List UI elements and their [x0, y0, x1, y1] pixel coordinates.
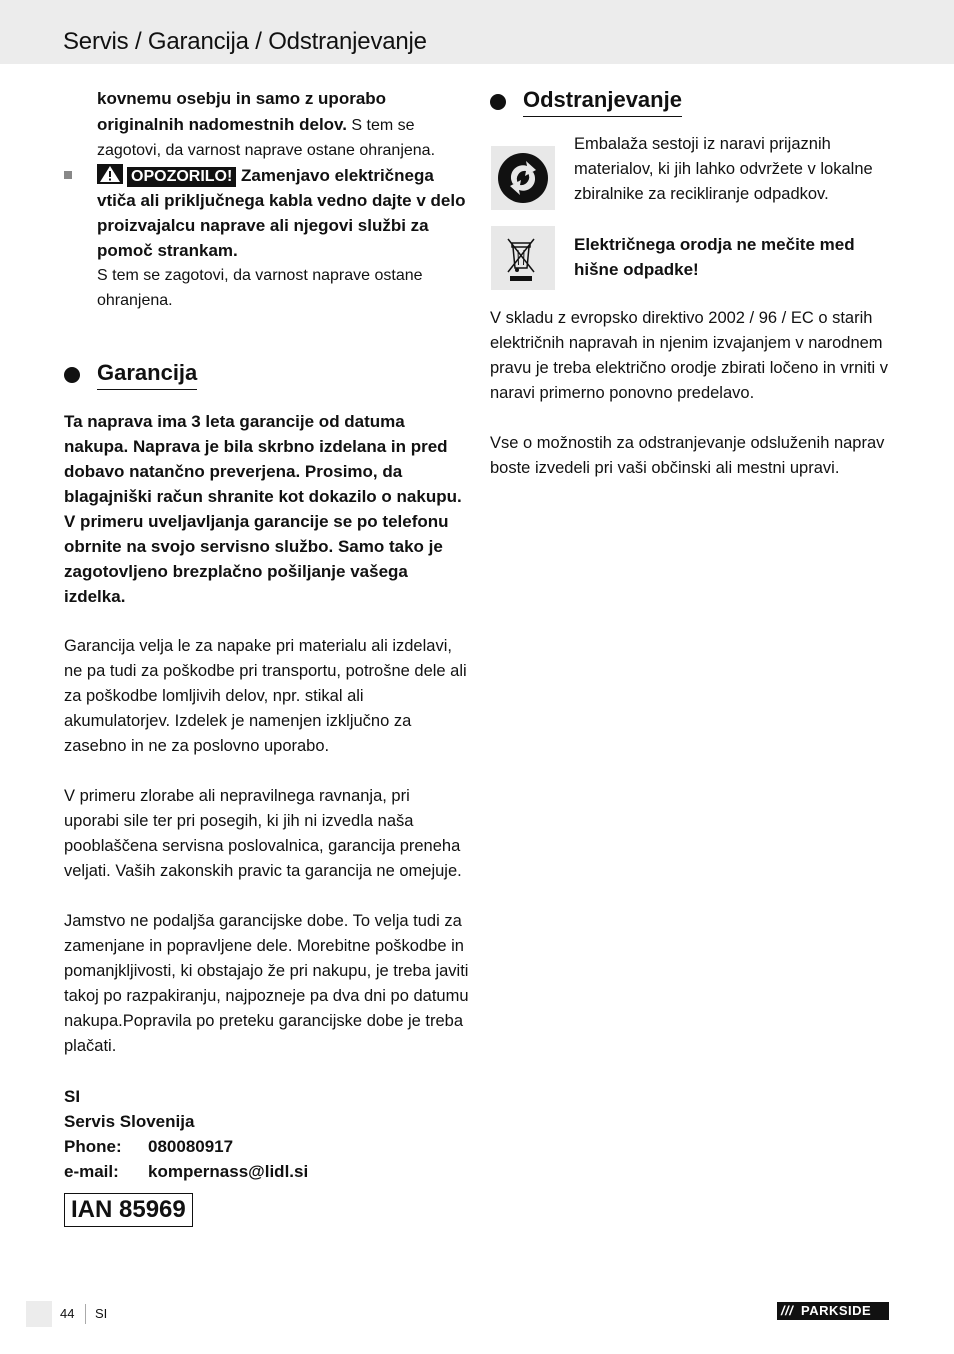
phone-value: 080080917	[148, 1137, 234, 1156]
parkside-logo	[777, 1302, 889, 1320]
garancija-bold-paragraph: Ta naprava ima 3 leta garancije od datuma nakupa. Naprava je bila skrbno izdelana in pred dobavo natančno preverjena. Prosimo, da blagajniški račun shranite kot dokazilo o nakupu. V primeru uveljavljanja garancije se po telefonu obrnite na svojo servisno službo. Samo tako je zagotovljeno brezplačno pošiljanje vašega izdelka.	[64, 412, 462, 606]
crossed-bin-icon	[491, 226, 555, 290]
email-label: e-mail:	[64, 1162, 119, 1181]
weee-text: Električnega orodja ne mečite med hišne odpadke!	[574, 235, 855, 279]
left-column	[64, 86, 469, 1227]
warning-bold: Zamenjavo električnega vtiča ali priključnega kabla vedno dajte v delo proizvajalcu naprave ali njegovi službi za pomoč strankam.	[97, 166, 466, 260]
warning-item	[64, 163, 469, 313]
contact-service: Servis Slovenija	[64, 1112, 195, 1131]
garancija-paragraph-1: Garancija velja le za napake pri materialu ali izdelavi, ne pa tudi za poškodbe pri transportu, potrošne dele ali za poškodbe lomljivih delov, npr. stikal ali akumulatorjev. Izdelek je namenjen izključno za zasebno in ne za poslovno uporabo.	[64, 637, 467, 755]
ian-number: IAN 85969	[64, 1193, 193, 1227]
odstranjevanje-heading	[490, 86, 890, 120]
intro-normal: S tem se zagotovi, da varnost naprave ostane ohranjena.	[97, 117, 436, 159]
page-marker	[26, 1301, 52, 1327]
garancija-title: Garancija	[97, 359, 197, 390]
page-title: Servis / Garancija / Odstranjevanje	[63, 28, 427, 55]
garancija-heading	[64, 359, 469, 393]
garancija-paragraph-3: Jamstvo ne podaljša garancijske dobe. To velja tudi za zamenjane in popravljene dele. Morebitne poškodbe in pomanjkljivosti, ki obstajajo že pri nakupu, je treba javiti takoj po razpakiranju, najpozneje pa dva dni po datumu nakupa.Popravila po preteku garancijske dobe je treba plačati.	[64, 912, 469, 1055]
contact-country: SI	[64, 1087, 81, 1106]
language-code: SI	[95, 1306, 108, 1321]
disposal-info-paragraph: Vse o možnostih za odstranjevanje odsluženih naprav boste izvedeli pri vaši občinski ali mestni upravi.	[490, 434, 885, 477]
warning-label: OPOZORILO!	[127, 167, 236, 187]
intro-bold: kovnemu osebju in samo z uporabo originalnih nadomestnih delov.	[97, 89, 387, 134]
recycle-item	[490, 135, 890, 220]
section-bullet-icon	[64, 367, 80, 383]
green-dot-recycle-icon	[491, 146, 555, 210]
warning-note: S tem se zagotovi, da varnost naprave ostane ohranjena.	[97, 267, 423, 309]
intro-paragraph	[64, 86, 469, 163]
warning-paragraph	[64, 163, 469, 263]
email-value: kompernass@lidl.si	[148, 1162, 309, 1181]
contact-block	[64, 1084, 308, 1184]
brand-stripes: ///	[781, 1303, 794, 1318]
recycle-text: Embalaža sestoji iz naravi prijaznih materialov, ki jih lahko odvržete v lokalne zbiralnike za recikliranje odpadkov.	[574, 135, 873, 203]
weee-item	[490, 226, 890, 306]
page-header	[0, 0, 954, 64]
directive-paragraph: V skladu z evropsko direktivo 2002 / 96 / EC o starih električnih napravah in njenim izvajanjem v narodnem pravu je treba električno orodje zbirati ločeno in vrniti v naravi primerno ponovno predelavo.	[490, 309, 889, 402]
right-column	[490, 86, 890, 481]
page-number: 44	[60, 1306, 75, 1321]
bullet-square-icon	[64, 171, 72, 179]
footer-divider	[85, 1304, 86, 1324]
section-bullet-icon	[490, 94, 506, 110]
garancija-paragraph-2: V primeru zlorabe ali nepravilnega ravnanja, pri uporabi sile ter pri posegih, ki jih ni izvedla naša pooblaščena servisna poslovalnica, garancija preneha veljati. Vaših zakonskih pravic ta garancija ne omejuje.	[64, 787, 462, 880]
warning-triangle-icon	[97, 164, 123, 184]
brand-name: PARKSIDE	[801, 1303, 872, 1318]
odstranjevanje-title: Odstranjevanje	[523, 86, 682, 117]
phone-label: Phone:	[64, 1137, 122, 1156]
